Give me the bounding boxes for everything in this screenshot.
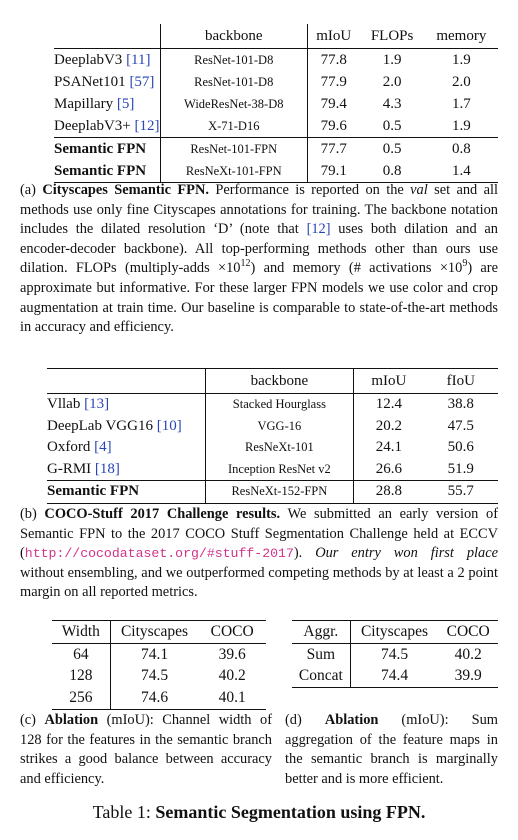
citation-link[interactable]: [12] <box>306 221 331 238</box>
method-cell: Mapillary [5] <box>54 95 135 112</box>
table-row <box>47 394 498 416</box>
table-row <box>292 666 498 688</box>
caption-b-title: COCO-Stuff 2017 Challenge results. <box>44 506 281 522</box>
caption-c-title: Ablation <box>44 712 99 728</box>
table-row <box>54 138 498 161</box>
table-a-cityscapes <box>54 24 498 183</box>
method-cell: Semantic FPN <box>54 160 160 183</box>
width-cell: 128 <box>69 667 93 685</box>
table-row <box>47 437 498 459</box>
cityscapes-cell: 74.5 <box>110 666 198 688</box>
table-a-header-flops: FLOPs <box>359 24 424 49</box>
coco-cell: 39.6 <box>218 645 246 663</box>
memory-cell: 1.9 <box>451 51 471 68</box>
backbone-cell: ResNeXt-101-FPN <box>160 160 307 183</box>
table-c-header-coco: COCO <box>198 621 266 644</box>
backbone-cell: ResNeXt-152-FPN <box>205 481 353 504</box>
flops-cell: 4.3 <box>382 95 402 112</box>
backbone-cell: Inception ResNet v2 <box>205 459 353 481</box>
memory-cell: 1.4 <box>425 160 498 183</box>
table-row <box>54 49 498 72</box>
table-b-header-method <box>47 369 205 394</box>
miou-cell: 20.2 <box>354 416 424 438</box>
cityscapes-cell: 74.4 <box>350 666 438 688</box>
memory-cell: 1.7 <box>451 95 471 112</box>
coco-cell: 40.1 <box>198 687 266 709</box>
table-d-header-row <box>292 621 498 644</box>
backbone-cell: ResNet-101-D8 <box>160 49 307 72</box>
miou-cell: 79.1 <box>308 160 360 183</box>
aggr-cell: Concat <box>292 666 350 688</box>
table-b-header-fiou: fIoU <box>424 369 498 394</box>
url-link[interactable]: http://cocodataset.org/#stuff-2017 <box>24 546 294 562</box>
table-a-header-method <box>54 24 160 49</box>
cityscapes-cell: 74.6 <box>110 687 198 709</box>
table-d-header-cityscapes: Cityscapes <box>350 621 438 644</box>
table-d-header-aggr: Aggr. <box>292 621 350 644</box>
method-cell: DeeplabV3 [11] <box>54 51 151 68</box>
miou-cell: 77.7 <box>308 138 360 161</box>
miou-cell: 79.6 <box>308 115 360 138</box>
miou-cell: 77.9 <box>308 71 360 93</box>
miou-cell: 26.6 <box>354 459 424 481</box>
backbone-cell: ResNeXt-101 <box>205 437 353 459</box>
caption-d: (d) Ablation (mIoU): Sum aggregation of the feature maps in the semantic branch is marginally better and is more efficient. <box>285 712 498 787</box>
method-cell: Semantic FPN <box>47 481 205 504</box>
coco-cell: 39.9 <box>438 666 498 688</box>
table-row <box>52 666 266 688</box>
flops-cell: 2.0 <box>382 73 402 90</box>
table-b-header-backbone: backbone <box>205 369 353 394</box>
caption-a-title: Cityscapes Semantic FPN. <box>42 182 209 198</box>
backbone-cell: VGG-16 <box>205 416 353 438</box>
coco-cell: 40.2 <box>218 667 246 685</box>
backbone-cell: X-71-D16 <box>160 115 307 138</box>
table-b-header-row <box>47 369 498 394</box>
table-row <box>47 416 498 438</box>
citation-link[interactable]: [5] <box>116 95 135 112</box>
backbone-cell: Stacked Hourglass <box>205 394 353 416</box>
memory-cell: 2.0 <box>451 73 471 90</box>
table-row <box>292 644 498 666</box>
table-row <box>54 93 498 115</box>
method-cell: PSANet101 [57] <box>54 73 155 90</box>
table-d-header-coco: COCO <box>438 621 498 644</box>
table-a-header-memory: memory <box>425 24 498 49</box>
table-b-coco-stuff <box>47 368 498 504</box>
fiou-cell: 38.8 <box>447 396 474 413</box>
method-cell: DeepLab VGG16 [10] <box>47 417 182 434</box>
table-a-header-row <box>54 24 498 49</box>
cityscapes-cell: 74.1 <box>110 644 198 666</box>
table-b-header-miou: mIoU <box>354 369 424 394</box>
table-c-header-cityscapes: Cityscapes <box>110 621 198 644</box>
width-cell: 256 <box>52 687 110 709</box>
table-d-aggregation-ablation <box>292 620 498 688</box>
method-cell: G-RMI [18] <box>47 460 120 477</box>
method-cell: DeeplabV3+ [12] <box>54 117 160 134</box>
table-row <box>52 644 266 666</box>
memory-cell: 1.9 <box>451 117 471 134</box>
fiou-cell: 50.6 <box>447 439 474 456</box>
coco-cell: 40.2 <box>454 645 482 663</box>
flops-cell: 1.9 <box>382 51 402 68</box>
table-a-header-backbone: backbone <box>160 24 307 49</box>
backbone-cell: ResNet-101-D8 <box>160 71 307 93</box>
method-cell: Vllab [13] <box>47 396 110 413</box>
backbone-cell: WideResNet-38-D8 <box>160 93 307 115</box>
table-row <box>52 687 266 709</box>
flops-cell: 0.8 <box>359 160 424 183</box>
table-row <box>47 459 498 481</box>
width-cell: 64 <box>73 645 89 663</box>
method-cell: Oxford [4] <box>47 439 112 456</box>
miou-cell: 12.4 <box>354 394 424 416</box>
table-row <box>54 115 498 138</box>
caption-d-title: Ablation <box>324 712 379 728</box>
fiou-cell: 51.9 <box>447 460 474 477</box>
citation-link[interactable]: [12] <box>134 117 160 134</box>
table-a-header-miou: mIoU <box>308 24 360 49</box>
caption-b: (b) COCO-Stuff 2017 Challenge results. We submitted an early version of Semantic FPN to the 2017 COCO Stuff Segmentation Challenge held at ECCV (http://cocodataset.org/#stuff-2017). Our entry won first place without ensembling, and we outperformed competing methods by at least a 2 point margin on all reported metrics. <box>20 506 498 601</box>
table-row <box>54 71 498 93</box>
table-row <box>54 160 498 183</box>
table-row <box>47 481 498 504</box>
caption-a: (a) Cityscapes Semantic FPN. Performance is reported on the val set and all methods use only fine Cityscapes annotations for training. The backbone notation includes the dilated resolution ‘D’ (note that [12] uses both dilation and an encoder-decoder backbone). All top-performing methods other than ours use dilation. FLOPs (multiply-adds $\times 10^{12}$) and memory (# activations $\times 10^9$) are approximate but informative. For these larger FPN models we use color and crop augmentation at train time. Our baseline is comparable to state-of-the-art methods in accuracy and efficiency. <box>20 182 498 336</box>
miou-cell: 79.4 <box>308 93 360 115</box>
fiou-cell: 55.7 <box>424 481 498 504</box>
miou-cell: 28.8 <box>354 481 424 504</box>
miou-cell: 24.1 <box>354 437 424 459</box>
citation-link[interactable]: [18] <box>94 460 120 477</box>
memory-cell: 0.8 <box>425 138 498 161</box>
aggr-cell: Sum <box>306 645 336 663</box>
backbone-cell: ResNet-101-FPN <box>160 138 307 161</box>
caption-c: (c) Ablation (mIoU): Channel width of 128 for the features in the semantic branch strikes a good balance between accuracy and efficiency. <box>20 712 272 787</box>
miou-cell: 77.8 <box>308 49 360 72</box>
flops-cell: 0.5 <box>359 138 424 161</box>
citation-link[interactable]: [10] <box>156 417 182 434</box>
citation-link[interactable]: [57] <box>129 73 155 90</box>
table-c-header-row <box>52 621 266 644</box>
citation-link[interactable]: [4] <box>94 439 112 456</box>
citation-link[interactable]: [11] <box>126 51 151 68</box>
table-c-header-width: Width <box>52 621 110 644</box>
cityscapes-cell: 74.5 <box>350 644 438 666</box>
flops-cell: 0.5 <box>382 117 402 134</box>
fiou-cell: 47.5 <box>447 417 474 434</box>
citation-link[interactable]: [13] <box>84 396 110 413</box>
method-cell: Semantic FPN <box>54 138 160 161</box>
table-c-width-ablation <box>52 620 266 710</box>
table-title: Table 1: Semantic Segmentation using FPN. <box>92 802 426 822</box>
